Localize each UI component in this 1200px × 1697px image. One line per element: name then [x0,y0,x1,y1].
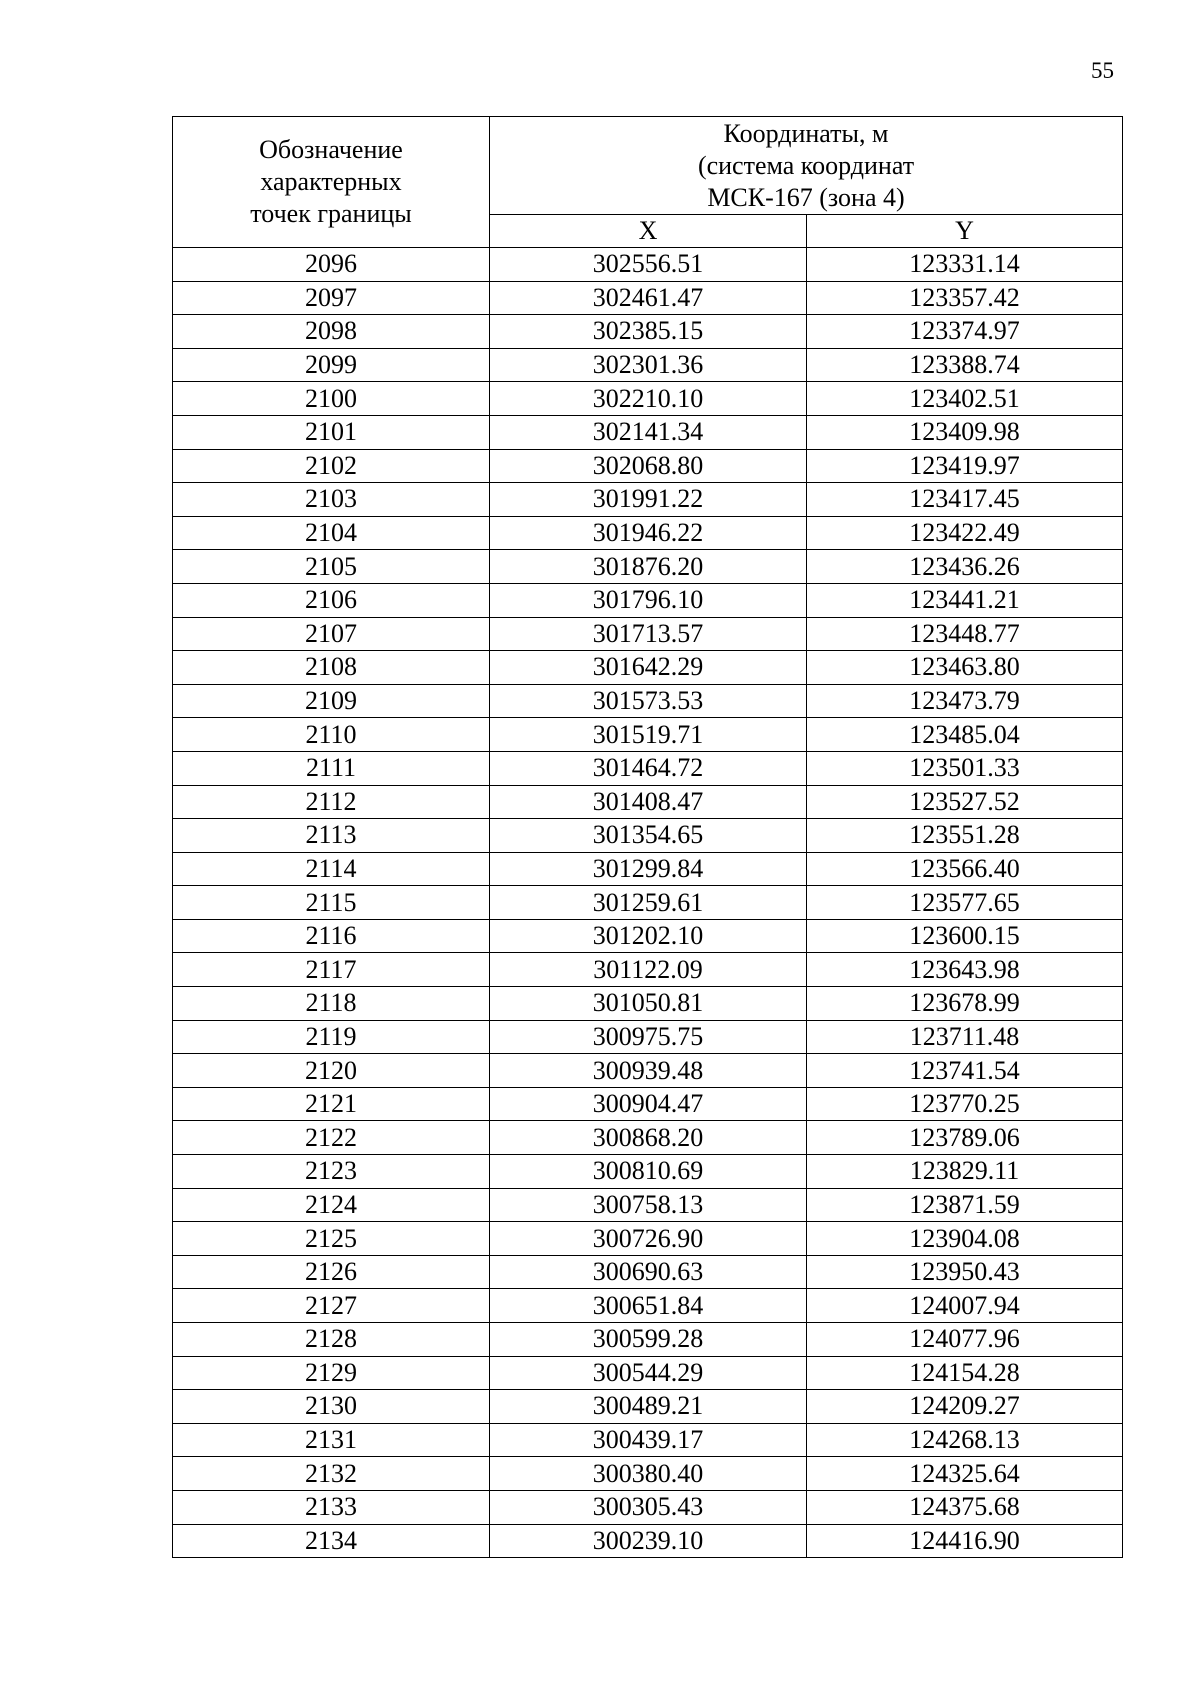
point-id-cell: 2103 [173,483,490,517]
x-column-header: X [490,215,807,248]
table-row [173,1020,1123,1054]
x-coordinate-cell: 302301.36 [490,348,807,382]
point-id-cell: 2096 [173,248,490,282]
table-row [173,1356,1123,1390]
table-row [173,1054,1123,1088]
table-row [173,1222,1123,1256]
y-coordinate-cell: 123388.74 [807,348,1123,382]
x-coordinate-cell: 302141.34 [490,415,807,449]
y-coordinate-cell: 123331.14 [807,248,1123,282]
table-row [173,651,1123,685]
point-id-cell: 2111 [173,751,490,785]
point-id-cell: 2105 [173,550,490,584]
table-header [173,117,1123,248]
y-coordinate-cell: 123950.43 [807,1255,1123,1289]
table-row [173,785,1123,819]
point-id-cell: 2109 [173,684,490,718]
coordinates-table [172,116,1123,1558]
y-coordinate-cell: 123448.77 [807,617,1123,651]
y-coordinate-cell: 123566.40 [807,852,1123,886]
table-row [173,550,1123,584]
point-id-cell: 2104 [173,516,490,550]
y-coordinate-cell: 123741.54 [807,1054,1123,1088]
table-row [173,348,1123,382]
table-row [173,516,1123,550]
point-id-cell: 2099 [173,348,490,382]
point-id-cell: 2130 [173,1390,490,1424]
x-coordinate-cell: 301876.20 [490,550,807,584]
point-id-cell: 2118 [173,987,490,1021]
x-coordinate-cell: 300904.47 [490,1087,807,1121]
x-coordinate-cell: 302068.80 [490,449,807,483]
x-coordinate-cell: 300975.75 [490,1020,807,1054]
table-row [173,449,1123,483]
table-row [173,1457,1123,1491]
y-coordinate-cell: 123374.97 [807,315,1123,349]
table-row [173,1390,1123,1424]
table-body [173,248,1123,1558]
point-id-cell: 2110 [173,718,490,752]
y-coordinate-cell: 123419.97 [807,449,1123,483]
x-coordinate-cell: 300239.10 [490,1524,807,1558]
y-coordinate-cell: 123904.08 [807,1222,1123,1256]
table-row [173,819,1123,853]
y-coordinate-cell: 123409.98 [807,415,1123,449]
page-number: 55 [1091,58,1114,83]
y-coordinate-cell: 123600.15 [807,919,1123,953]
point-designation-header: Обозначение характерных точек границы [173,117,490,248]
y-coordinate-cell: 123871.59 [807,1188,1123,1222]
point-id-cell: 2134 [173,1524,490,1558]
y-coordinate-cell: 124416.90 [807,1524,1123,1558]
point-id-cell: 2101 [173,415,490,449]
point-id-cell: 2132 [173,1457,490,1491]
header-row [173,117,1123,215]
point-id-cell: 2108 [173,651,490,685]
x-coordinate-cell: 301202.10 [490,919,807,953]
y-coordinate-cell: 124209.27 [807,1390,1123,1424]
x-coordinate-cell: 301946.22 [490,516,807,550]
table-row [173,852,1123,886]
x-coordinate-cell: 300939.48 [490,1054,807,1088]
x-coordinate-cell: 300599.28 [490,1323,807,1357]
y-coordinate-cell: 123441.21 [807,583,1123,617]
table-row [173,1087,1123,1121]
x-coordinate-cell: 301299.84 [490,852,807,886]
x-coordinate-cell: 301259.61 [490,886,807,920]
table-row [173,751,1123,785]
x-coordinate-cell: 301519.71 [490,718,807,752]
table-row [173,483,1123,517]
y-coordinate-cell: 123577.65 [807,886,1123,920]
y-coordinate-cell: 123463.80 [807,651,1123,685]
point-id-cell: 2117 [173,953,490,987]
point-id-cell: 2119 [173,1020,490,1054]
table-row [173,886,1123,920]
table-row [173,248,1123,282]
x-coordinate-cell: 300380.40 [490,1457,807,1491]
table-row [173,987,1123,1021]
x-coordinate-cell: 302461.47 [490,281,807,315]
x-coordinate-cell: 301796.10 [490,583,807,617]
point-id-cell: 2107 [173,617,490,651]
point-id-cell: 2131 [173,1423,490,1457]
x-coordinate-cell: 300810.69 [490,1155,807,1189]
table-row [173,1423,1123,1457]
x-coordinate-cell: 300868.20 [490,1121,807,1155]
table-row [173,1188,1123,1222]
table-row [173,617,1123,651]
y-coordinate-cell: 124375.68 [807,1490,1123,1524]
y-coordinate-cell: 123422.49 [807,516,1123,550]
table-row [173,1289,1123,1323]
y-coordinate-cell: 124077.96 [807,1323,1123,1357]
x-coordinate-cell: 300690.63 [490,1255,807,1289]
x-coordinate-cell: 302385.15 [490,315,807,349]
x-coordinate-cell: 300305.43 [490,1490,807,1524]
y-coordinate-cell: 123678.99 [807,987,1123,1021]
y-coordinate-cell: 123711.48 [807,1020,1123,1054]
x-coordinate-cell: 300758.13 [490,1188,807,1222]
point-id-cell: 2116 [173,919,490,953]
x-coordinate-cell: 301573.53 [490,684,807,718]
point-id-cell: 2100 [173,382,490,416]
y-coordinate-cell: 124268.13 [807,1423,1123,1457]
y-coordinate-cell: 124325.64 [807,1457,1123,1491]
point-id-cell: 2098 [173,315,490,349]
x-coordinate-cell: 302210.10 [490,382,807,416]
x-coordinate-cell: 301713.57 [490,617,807,651]
point-id-cell: 2127 [173,1289,490,1323]
y-coordinate-cell: 123402.51 [807,382,1123,416]
point-id-cell: 2114 [173,852,490,886]
table-row [173,953,1123,987]
table-row [173,1155,1123,1189]
x-coordinate-cell: 301464.72 [490,751,807,785]
y-coordinate-cell: 123789.06 [807,1121,1123,1155]
x-coordinate-cell: 301050.81 [490,987,807,1021]
table-row [173,718,1123,752]
point-id-cell: 2112 [173,785,490,819]
y-column-header: Y [807,215,1123,248]
x-coordinate-cell: 301122.09 [490,953,807,987]
x-coordinate-cell: 301408.47 [490,785,807,819]
coordinates-header: Координаты, м (система координат МСК-167 (зона 4) [490,117,1123,215]
table-row [173,382,1123,416]
point-id-cell: 2106 [173,583,490,617]
x-coordinate-cell: 300544.29 [490,1356,807,1390]
point-id-cell: 2129 [173,1356,490,1390]
y-coordinate-cell: 123436.26 [807,550,1123,584]
point-id-cell: 2121 [173,1087,490,1121]
point-id-cell: 2102 [173,449,490,483]
table-row [173,1323,1123,1357]
x-coordinate-cell: 301991.22 [490,483,807,517]
y-coordinate-cell: 123485.04 [807,718,1123,752]
point-id-cell: 2113 [173,819,490,853]
point-id-cell: 2115 [173,886,490,920]
table-row [173,315,1123,349]
x-coordinate-cell: 300726.90 [490,1222,807,1256]
x-coordinate-cell: 302556.51 [490,248,807,282]
point-id-cell: 2123 [173,1155,490,1189]
x-coordinate-cell: 300651.84 [490,1289,807,1323]
x-coordinate-cell: 300489.21 [490,1390,807,1424]
y-coordinate-cell: 123770.25 [807,1087,1123,1121]
point-id-cell: 2126 [173,1255,490,1289]
table-row [173,1121,1123,1155]
y-coordinate-cell: 123357.42 [807,281,1123,315]
table-row [173,1490,1123,1524]
table-row [173,684,1123,718]
point-id-cell: 2124 [173,1188,490,1222]
point-id-cell: 2133 [173,1490,490,1524]
table-row [173,281,1123,315]
point-id-cell: 2120 [173,1054,490,1088]
y-coordinate-cell: 123501.33 [807,751,1123,785]
table-row [173,1524,1123,1558]
y-coordinate-cell: 123551.28 [807,819,1123,853]
point-id-cell: 2128 [173,1323,490,1357]
y-coordinate-cell: 123473.79 [807,684,1123,718]
y-coordinate-cell: 124154.28 [807,1356,1123,1390]
point-id-cell: 2125 [173,1222,490,1256]
point-id-cell: 2122 [173,1121,490,1155]
y-coordinate-cell: 123417.45 [807,483,1123,517]
y-coordinate-cell: 123829.11 [807,1155,1123,1189]
table-row [173,1255,1123,1289]
table-row [173,919,1123,953]
point-id-cell: 2097 [173,281,490,315]
x-coordinate-cell: 301354.65 [490,819,807,853]
table-row [173,583,1123,617]
x-coordinate-cell: 300439.17 [490,1423,807,1457]
x-coordinate-cell: 301642.29 [490,651,807,685]
table-row [173,415,1123,449]
y-coordinate-cell: 123643.98 [807,953,1123,987]
y-coordinate-cell: 124007.94 [807,1289,1123,1323]
y-coordinate-cell: 123527.52 [807,785,1123,819]
